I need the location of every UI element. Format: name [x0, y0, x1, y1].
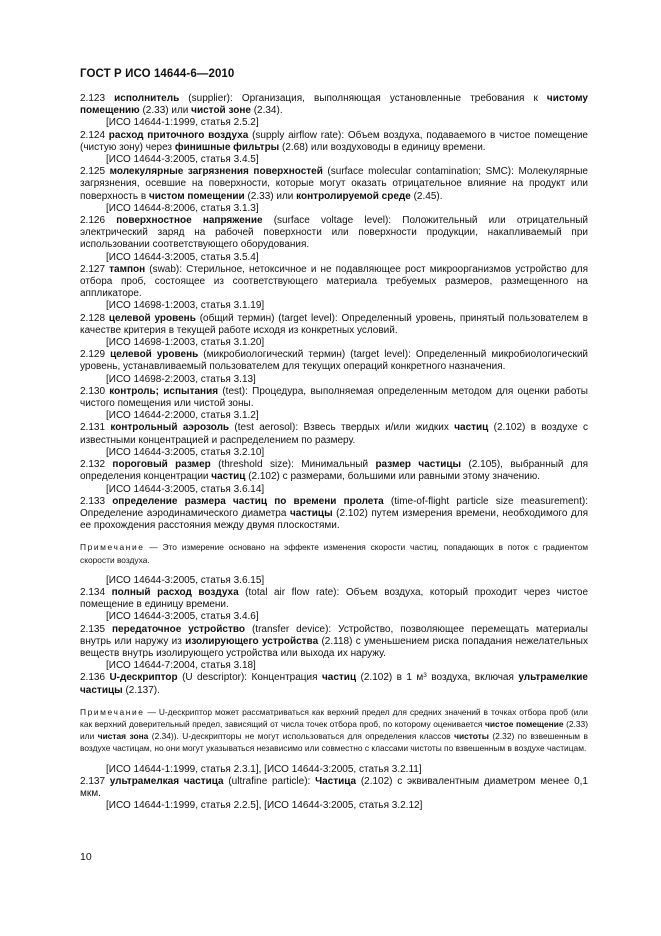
text-run: (2.45).: [410, 190, 443, 202]
source-reference: [ИСО 14698-1:2003, статья 3.1.19]: [106, 300, 265, 312]
note-label: Примечание: [80, 542, 145, 553]
term-definition: [80, 130, 588, 154]
source-reference: [ИСО 14644-3:2005, статья 3.6.15]: [106, 574, 265, 586]
bold-term: пороговый размер: [112, 459, 211, 471]
text-run: 2.126: [80, 215, 117, 227]
source-reference: [ИСО 14644-2:2000, статья 3.1.2]: [106, 410, 259, 422]
text-run: (2.105), выбранный для определения концентрации: [80, 459, 588, 483]
text-run: 2.134: [80, 586, 112, 598]
text-run: (2.68) или воздуховоды в единицу времени.: [279, 141, 486, 153]
text-run: 2.127: [80, 263, 110, 275]
bold-term: чистом помещении: [148, 190, 245, 202]
bold-term: молекулярные загрязнения поверхностей: [109, 166, 323, 178]
text-run: 2.129: [80, 349, 111, 361]
text-run: 2.136: [80, 672, 110, 684]
text-run: (2.137).: [122, 684, 160, 696]
term-definition: [80, 166, 588, 203]
bold-term: частиц: [454, 422, 489, 434]
source-reference: [ИСО 14644-3:2005, статья 3.5.4]: [106, 251, 259, 263]
bold-term: Частица: [315, 775, 357, 787]
text-run: 2.125: [80, 166, 110, 178]
bold-term: определение размера частиц по времени пролета: [112, 495, 384, 507]
source-reference: [ИСО 14644-3:2005, статья 3.4.5]: [106, 154, 259, 166]
text-run: (surface voltage level): Положительный или отрицательный электрический заряд на рабочей поверхности или поверхности продукции, накапливаемый при использовании соответствующего оборудования.: [80, 215, 589, 251]
text-run: (threshold size): Минимальный: [210, 459, 376, 471]
bold-term: передаточное устройство: [112, 623, 246, 635]
term-definition: [80, 349, 588, 373]
bold-term: тампон: [109, 263, 146, 275]
text-run: воздуха, включая: [426, 672, 519, 684]
text-run: (time-of-flight particle size measurement): Определение аэродинамического диаметра: [80, 495, 588, 519]
text-run: 2.128: [80, 312, 109, 324]
term-definition: [80, 776, 588, 800]
bold-term: чистой зоне: [191, 105, 251, 117]
source-reference: [ИСО 14644-7:2004, статья 3.18]: [106, 660, 256, 672]
source-reference: [ИСО 14698-1:2003, статья 3.1.20]: [106, 337, 265, 349]
bold-term: чистое помещение: [485, 718, 564, 729]
text-run: (микробиологический термин) (target level): Определенный микробиологический уровень, устанавливаемый пользователем для текущих операций конкретного назначения.: [80, 349, 588, 373]
note-label: Примечание: [80, 706, 145, 717]
bold-term: частиц: [211, 471, 246, 483]
text-run: — Это измерение основано на эффекте изменения скорости частиц, попадающих в поток с градиентом скорости воздуха.: [80, 542, 588, 565]
text-run: 2.132: [80, 459, 113, 471]
term-definition: [80, 386, 588, 410]
bold-term: размер частицы: [375, 459, 462, 471]
bold-term: расход приточного воздуха: [108, 129, 249, 141]
text-run: (2.33) или: [244, 190, 297, 202]
bold-term: поверхностное напряжение: [116, 215, 263, 227]
bold-term: исполнитель: [114, 93, 180, 104]
text-run: (supplier): Организация, выполняющая установленные требования к: [179, 93, 547, 104]
text-run: (2.102) в воздухе с известными концентрацией и распределением по размеру.: [80, 422, 588, 446]
term-definition: [80, 215, 588, 252]
term-definition: [80, 264, 588, 301]
text-run: 2.137: [80, 775, 110, 787]
source-reference: [ИСО 14698-2:2003, статья 3.13]: [106, 373, 256, 385]
text-run: 2.131: [80, 422, 111, 434]
bold-term: чистая зона: [97, 731, 149, 742]
text-run: (test aerosol): Взвесь твердых и/или жидких: [229, 422, 455, 434]
text-run: (swab): Стерильное, нетоксичное и не подавляющее рост микроорганизмов устройство для отбора проб, состоящее из соответствующего материала требуемых размеров, размещенного на аппликаторе.: [80, 263, 588, 300]
text-run: (ultrafine particle):: [223, 775, 316, 787]
note: [80, 706, 588, 755]
term-definition: [80, 422, 588, 446]
term-definition: [80, 496, 588, 533]
text-run: — U-дескриптор может рассматриваться как верхний предел для средних значений в точках отбора проб (или как верхний доверительный предел, зависящий от числа точек отбора проб, по которому оценивается: [80, 706, 588, 729]
bold-term: финишные фильтры: [174, 141, 280, 153]
page-header: ГОСТ Р ИСО 14644-6—2010: [80, 68, 235, 80]
bold-term: U-дескриптор: [109, 672, 178, 684]
source-reference: [ИСО 14644-1:1999, статья 2.3.1], [ИСО 14644-3:2005, статья 3.2.11]: [106, 763, 422, 775]
term-definition: [80, 459, 588, 483]
bold-term: ультрамелкие частицы: [80, 672, 588, 696]
text-run: (2.32) по взвешенным в воздухе частицам, но они могут указываться независимо или совместно с классами чистоты по взвешенным в воздухе частицам.: [80, 731, 588, 754]
term-definition: [80, 587, 588, 611]
text-run: 2.130: [80, 385, 110, 397]
source-reference: [ИСО 14644-3:2005, статья 3.4.6]: [106, 611, 259, 623]
bold-term: чистому помещению: [80, 93, 588, 117]
bold-term: целевой уровень: [110, 349, 199, 361]
term-definition: [80, 93, 588, 117]
bold-term: контролируемой среде: [296, 190, 411, 202]
text-run: (2.118) с уменьшением риска попадания нежелательных веществ внутрь изолирующего устройства или выхода их наружу.: [80, 635, 588, 659]
text-run: 2.135: [80, 623, 112, 635]
text-run: (2.34).: [250, 105, 283, 117]
text-run: 2.133: [80, 495, 113, 507]
bold-term: изолирующего устройства: [185, 635, 319, 647]
bold-term: чистоты: [454, 731, 489, 742]
term-definition: [80, 313, 588, 337]
bold-term: частицы: [289, 507, 333, 519]
text-run: (2.102) в 1 м: [356, 672, 424, 684]
bold-term: частиц: [321, 672, 357, 684]
text-run: (2.34)). U-дескрипторы не могут использоваться для определения классов: [148, 731, 455, 742]
text-run: 2.124: [80, 129, 109, 141]
text-run: 2.123: [80, 93, 115, 104]
text-run: (2.102) с размерами, большими или равными этому значению.: [245, 471, 541, 483]
text-run: (2.33) или: [80, 718, 588, 742]
note: [80, 541, 588, 565]
superscript: 3: [423, 672, 427, 680]
text-run: (total air flow rate): Объем воздуха, который проходит через чистое помещение в единицу времени.: [80, 586, 589, 611]
source-reference: [ИСО 14644-1:1999, статья 2.2.5], [ИСО 14644-3:2005, статья 3.2.12]: [106, 800, 423, 812]
bold-term: полный расход воздуха: [111, 586, 239, 598]
text-run: (transfer device): Устройство, позволяющее перемещать материалы внутрь или наружу из: [80, 623, 588, 647]
bold-term: ультрамелкая частица: [109, 775, 224, 787]
term-definition: [80, 624, 588, 661]
text-run: (surface molecular contamination; SMC): Молекулярные загрязнения, осевшие на поверхности, которые могут оказать отрицательное влияние на продукт или поверхность в: [80, 166, 588, 202]
text-run: (test): Процедура, выполняемая определенным методом для оценки работы чистого помещения или чистой зоны.: [80, 385, 588, 410]
source-reference: [ИСО 14644-8:2006, статья 3.1.3]: [106, 202, 259, 214]
source-reference: [ИСО 14644-3:2005, статья 3.6.14]: [106, 483, 265, 495]
text-run: (2.102) с эквивалентным диаметром менее 0,1 мкм.: [80, 775, 588, 799]
page-number: 10: [80, 851, 92, 863]
bold-term: контрольный аэрозоль: [110, 422, 230, 434]
text-run: (2.33) или: [139, 105, 192, 117]
bold-term: контроль; испытания: [109, 385, 219, 397]
text-run: (общий термин) (target level): Определенный уровень, принятый пользователем в качестве критерия в текущей работе исходя из конкретных условий.: [80, 312, 588, 336]
terms-list: [80, 93, 588, 812]
text-run: (U descriptor): Концентрация: [177, 672, 322, 684]
text-run: (supply airflow rate): Объем воздуха, подаваемого в чистое помещение (чистую зону) через: [80, 129, 588, 153]
term-definition: [80, 672, 588, 696]
source-reference: [ИСО 14644-1:1999, статья 2.5.2]: [106, 117, 259, 129]
text-run: (2.102) путем измерения времени, необходимого для ее прохождения расстояния между двумя плоскостями.: [80, 507, 589, 532]
source-reference: [ИСО 14644-3:2005, статья 3.2.10]: [106, 446, 265, 458]
bold-term: целевой уровень: [108, 312, 196, 324]
